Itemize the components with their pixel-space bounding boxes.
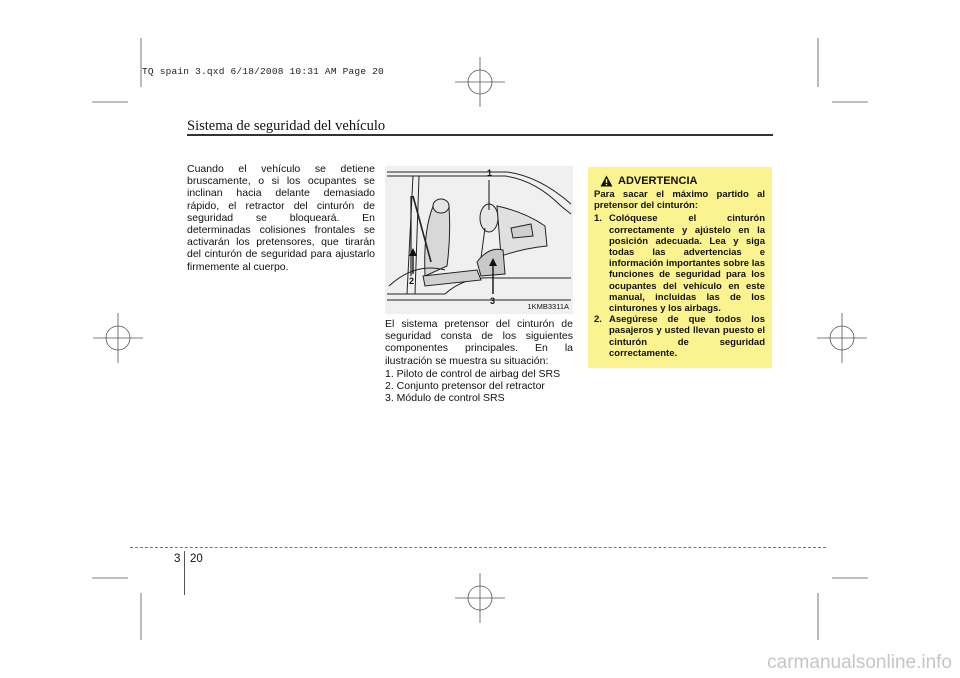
warning-box (588, 167, 772, 368)
item-number: 2. (594, 314, 602, 326)
callout-2: 2 (409, 276, 415, 286)
item-text: Colóquese el cinturón correctamente y ajústelo en la posición adecuada. Lea y siga todas las advertencias e información importantes sobre las funciones de seguridad para los ocupantes del vehículo en este manual, incluidas las de los cinturones y los airbags. (609, 213, 765, 315)
item-text: Asegúrese de que todos los pasajeros y usted llevan puesto el cinturón de seguridad correctamente. (609, 314, 765, 359)
intro-paragraph: Cuando el vehículo se detiene bruscamente, o si los ocupantes se inclinan hacia delante demasiado rápido, el retractor del cinturón de seguridad se bloqueará. En determinadas colisiones frontales se activarán los pretensores, que tirarán del cinturón de seguridad para ajustarlo firmemente al cuerpo. (187, 163, 375, 273)
page-number: 20 (190, 553, 203, 565)
components-section (385, 318, 573, 404)
list-item (594, 314, 765, 359)
seatbelt-pretensioner-drawing (385, 166, 573, 314)
callout-3: 3 (490, 296, 496, 306)
callout-1: 1 (487, 168, 493, 178)
list-item: 3. Módulo de control SRS (385, 392, 505, 405)
warning-list (594, 213, 765, 359)
figure-code: 1KMB3311A (527, 302, 569, 311)
chapter-number: 3 (174, 553, 181, 565)
list-item (594, 213, 765, 314)
warning-title: ADVERTENCIA (618, 175, 698, 187)
list-item: 1. Piloto de control de airbag del SRS (385, 367, 561, 380)
file-header-slug: TQ spain 3.qxd 6/18/2008 10:31 AM Page 20 (142, 66, 384, 77)
components-list (385, 368, 573, 405)
warning-heading (600, 175, 765, 187)
warning-intro: Para sacar el máximo partido al pretensor del cinturón: (594, 189, 765, 212)
item-number: 1. (594, 213, 602, 225)
components-paragraph: El sistema pretensor del cinturón de seguridad consta de los siguientes componentes principales. En la ilustración se muestra su situación: (385, 318, 573, 367)
warning-triangle-icon (600, 175, 613, 187)
car-interior-illustration (385, 166, 573, 314)
list-item: 2. Conjunto pretensor del retractor (385, 380, 545, 393)
footer-rule (130, 547, 826, 548)
section-title: Sistema de seguridad del vehículo (187, 118, 386, 134)
watermark: carmanualsonline.info (767, 652, 952, 673)
title-rule (187, 134, 773, 136)
page-number-separator (184, 551, 185, 595)
